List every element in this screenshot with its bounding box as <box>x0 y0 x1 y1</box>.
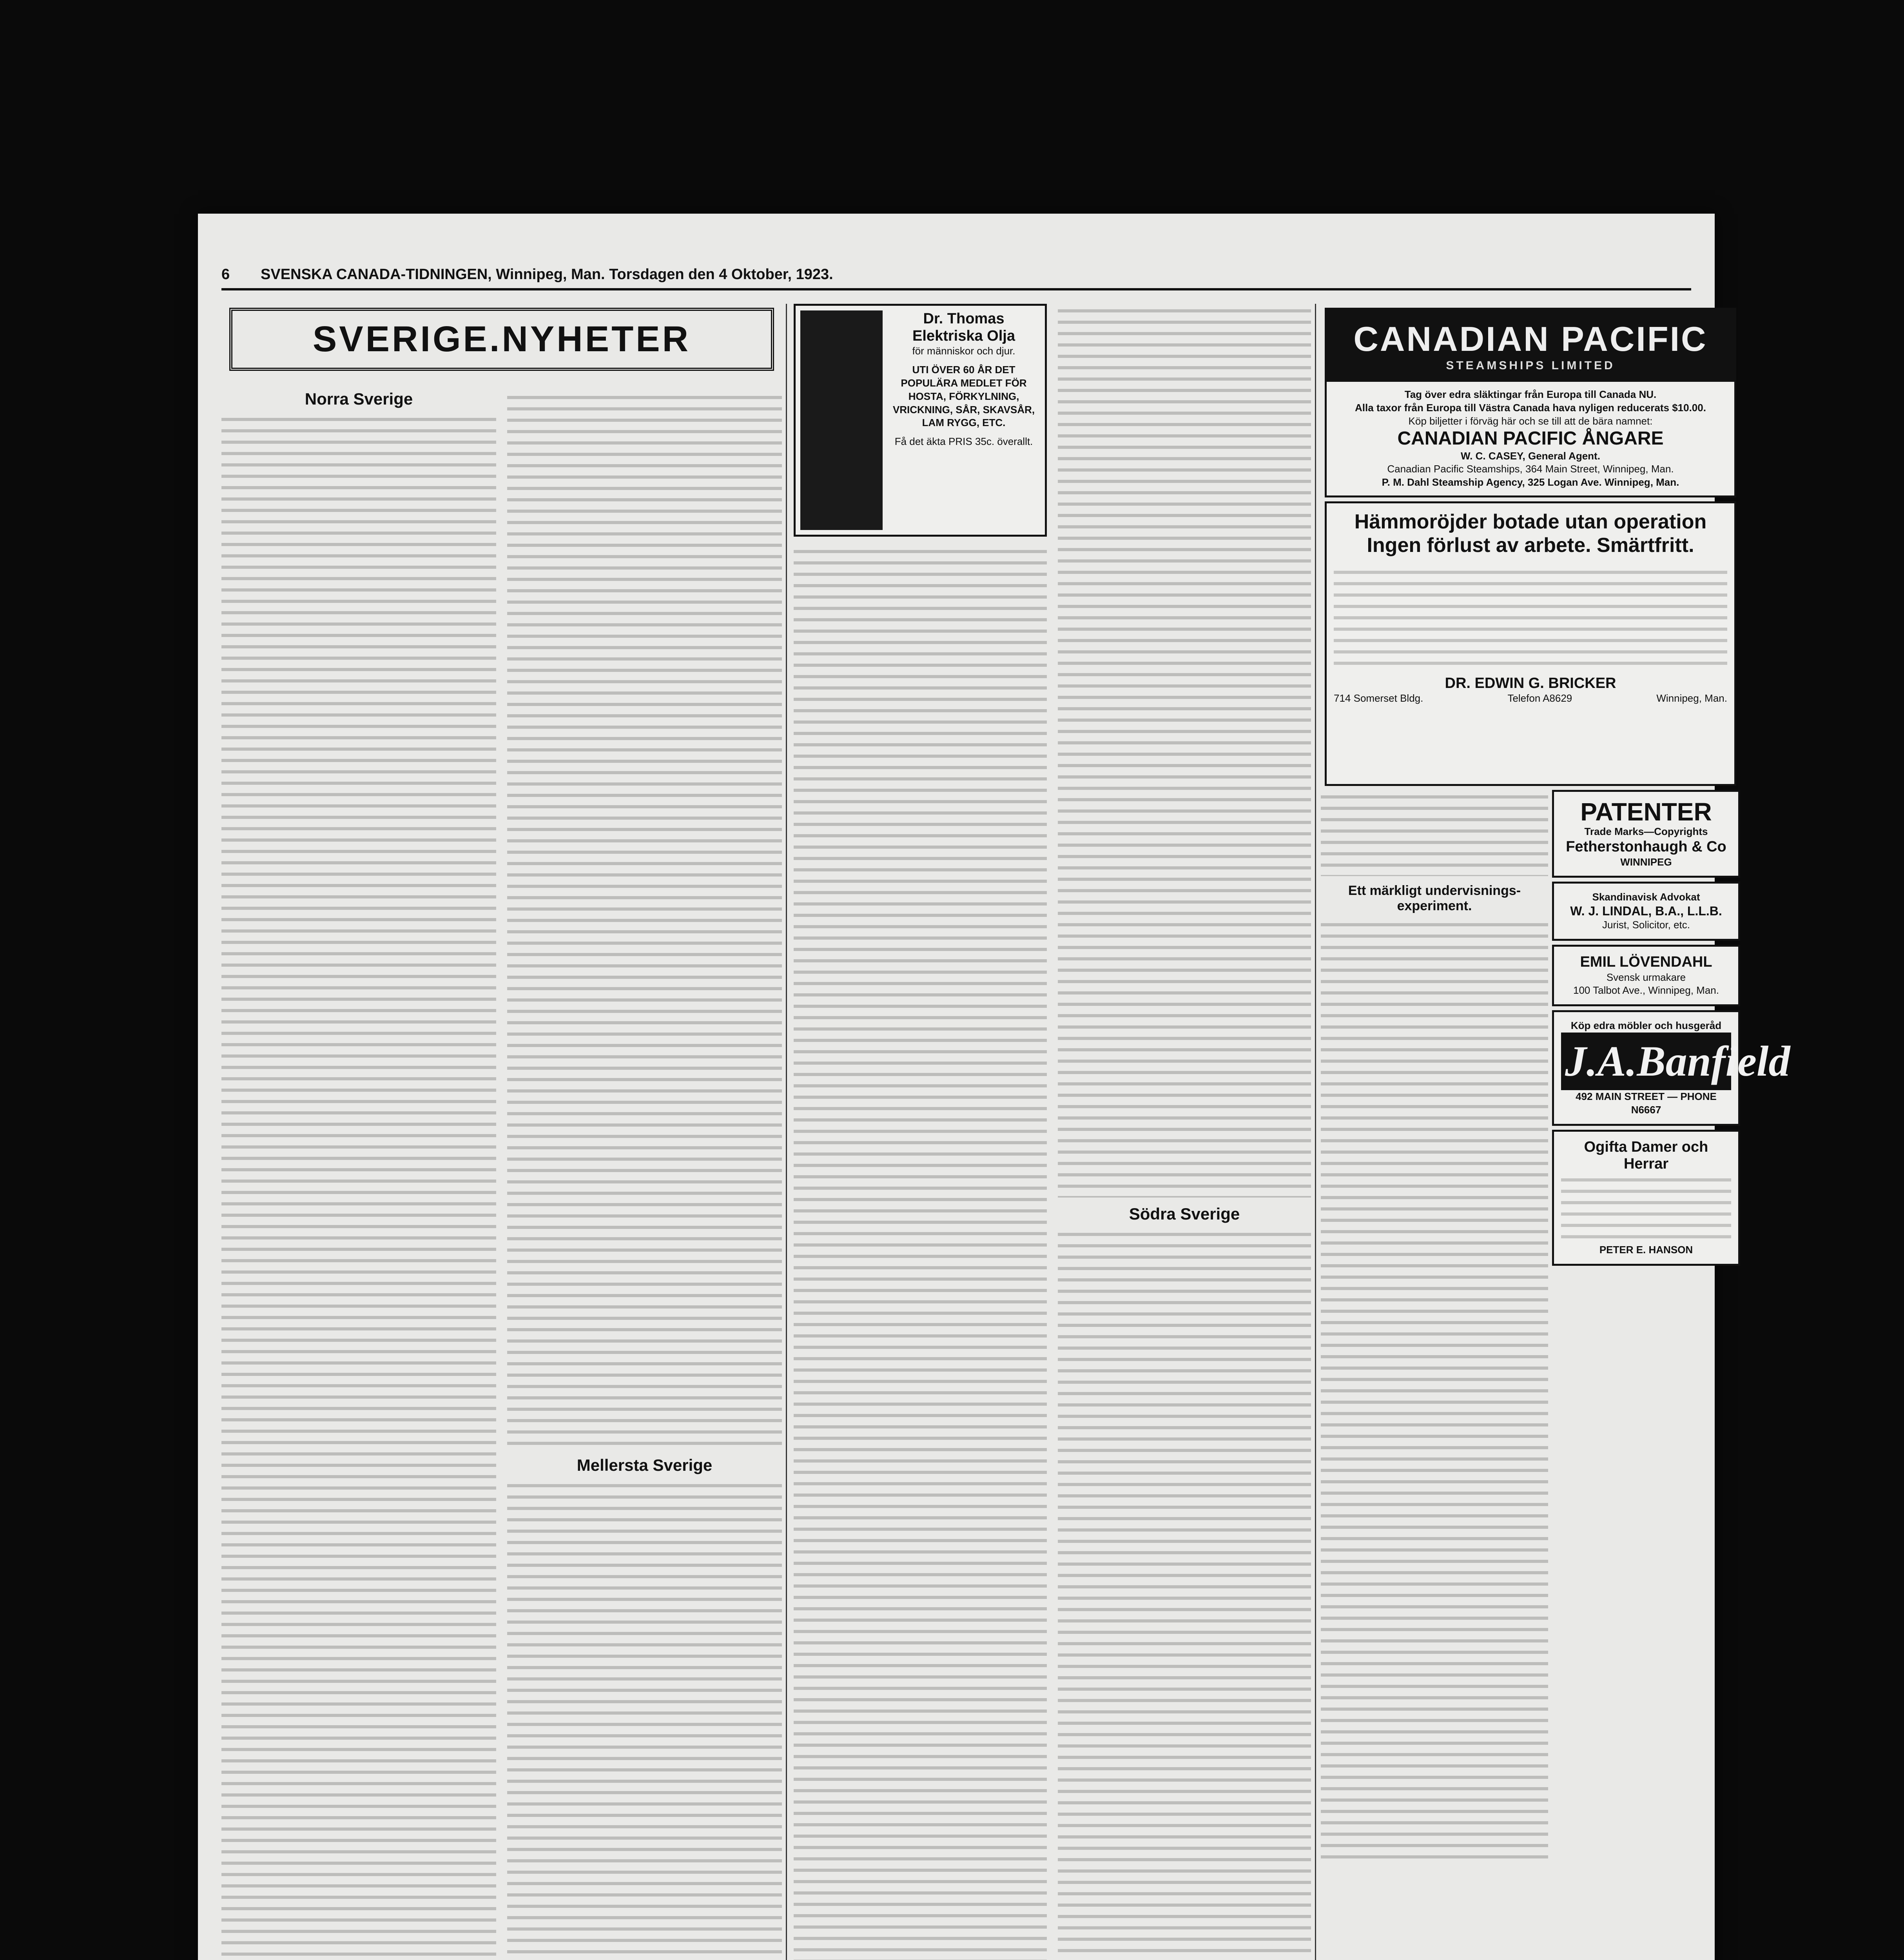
banfield-logo: J.A.Banfield <box>1561 1033 1731 1090</box>
news-column <box>794 304 1311 1960</box>
bottle-illustration <box>800 310 883 530</box>
article-body <box>1058 1227 1311 1960</box>
article-body <box>507 390 782 1449</box>
lindal-role: Jurist, Solicitor, etc. <box>1602 919 1690 931</box>
patenter-sub: Trade Marks—Copyrights <box>1584 826 1708 838</box>
hanson-title: Ogifta Damer och Herrar <box>1584 1138 1708 1172</box>
cp-line3: Köp biljetter i förväg här och se till att de bära namnet: <box>1408 415 1653 427</box>
cp-title: CANADIAN PACIFIC <box>1353 319 1708 358</box>
newspaper-title: SVENSKA CANADA-TIDNINGEN, Winnipeg, Man. Torsdagen den 4 Oktober, 1923. <box>261 266 833 283</box>
cp-dahl-agency: P. M. Dahl Steamship Agency, 325 Logan Ave. Winnipeg, Man. <box>1382 476 1679 488</box>
bricker-body <box>1334 565 1727 667</box>
undervisning-heading: Ett märkligt undervisnings-experiment. <box>1348 883 1521 913</box>
lindal-title: Skandinavisk Advokat <box>1592 891 1700 903</box>
dr-thomas-price: Få det äkta PRIS 35c. överallt. <box>894 436 1033 448</box>
lovendahl-address: 100 Talbot Ave., Winnipeg, Man. <box>1573 984 1719 996</box>
column-rule <box>786 304 787 1960</box>
hanson-name: PETER E. HANSON <box>1599 1243 1693 1256</box>
article-body <box>794 544 1047 1960</box>
bricker-title: Hämmoröjder botade utan operation Ingen förlust av arbete. Smärtfritt. <box>1354 510 1707 557</box>
page-header <box>221 261 1691 290</box>
hanson-body <box>1561 1173 1731 1243</box>
lovendahl-role: Svensk urmakare <box>1606 971 1686 983</box>
canadian-pacific-ad <box>1325 308 1736 497</box>
section-heading-norra: Norra Sverige <box>305 390 413 408</box>
dr-thomas-subtitle: för människor och djur. <box>912 345 1015 357</box>
banfield-address: 492 MAIN STREET — PHONE N6667 <box>1576 1090 1717 1116</box>
lindal-name: W. J. LINDAL, B.A., L.L.B. <box>1570 904 1722 918</box>
lovendahl-ad <box>1552 945 1740 1006</box>
article-body <box>1058 304 1311 1198</box>
article-body <box>221 412 496 1960</box>
ads-column <box>1321 304 1790 1960</box>
article-body <box>1321 790 1548 876</box>
dr-thomas-title: Dr. Thomas Elektriska Olja <box>912 310 1015 344</box>
hanson-ad <box>1552 1130 1740 1266</box>
newspaper-page <box>198 214 1790 1960</box>
patenter-city: WINNIPEG <box>1620 856 1672 868</box>
cp-banner <box>1327 310 1734 382</box>
section-heading-mellersta: Mellersta Sverige <box>577 1456 713 1474</box>
dr-thomas-body: UTI ÖVER 60 ÅR DET POPULÄRA MEDLET FÖR HOSTA, FÖRKYLNING, VRICKNING, SÅR, SKAVSÅR, LAM RYGG, ETC. <box>892 364 1035 429</box>
cp-agent: W. C. CASEY, General Agent. <box>1461 450 1600 462</box>
lovendahl-name: EMIL LÖVENDAHL <box>1580 953 1712 970</box>
banfield-headline: Köp edra möbler och husgeråd <box>1570 1020 1722 1032</box>
dr-thomas-ad <box>794 304 1047 537</box>
banfield-ad <box>1552 1010 1790 1125</box>
cp-agent-address: Canadian Pacific Steamships, 364 Main Street, Winnipeg, Man. <box>1387 463 1674 475</box>
patenter-ad <box>1552 790 1740 878</box>
article-body <box>507 1479 782 1960</box>
bricker-ad <box>1325 501 1736 786</box>
page-number: 6 <box>221 266 230 283</box>
patenter-title: PATENTER <box>1580 797 1712 826</box>
bricker-address: 714 Somerset Bldg. <box>1334 692 1423 704</box>
lindal-ad <box>1552 882 1740 940</box>
section-heading-sodra: Södra Sverige <box>1129 1205 1240 1223</box>
cp-sub: STEAMSHIPS LIMITED <box>1446 359 1615 372</box>
cp-brand: CANADIAN PACIFIC ÅNGARE <box>1397 428 1664 449</box>
masthead: SVERIGE.NYHETER <box>229 308 774 371</box>
patenter-firm: Fetherstonhaugh & Co <box>1566 838 1726 855</box>
bricker-name: DR. EDWIN G. BRICKER <box>1445 675 1616 691</box>
cp-line2: Alla taxor från Europa till Västra Canada hava nyligen reducerats $10.00. <box>1355 401 1706 414</box>
bricker-city: Winnipeg, Man. <box>1656 692 1727 704</box>
bricker-phone: Telefon A8629 <box>1507 692 1572 704</box>
news-column <box>221 304 782 1960</box>
column-rule <box>1315 304 1316 1960</box>
cp-line1: Tag över edra släktingar från Europa till Canada NU. <box>1404 388 1657 400</box>
article-body <box>1321 918 1548 1866</box>
